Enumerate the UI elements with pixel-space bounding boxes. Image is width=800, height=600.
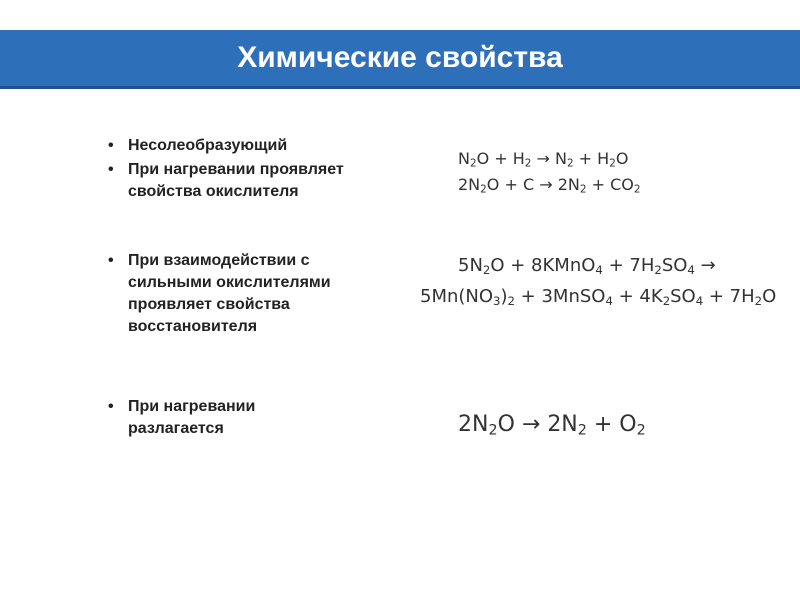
slide-title: Химические свойства [237,41,563,74]
bullet-text: При взаимодействии с сильными окислителями проявляет свойства восстановителя [128,252,331,335]
bullet-item [108,250,393,338]
bullet-marker: • [108,161,114,178]
bullet-item [108,396,328,440]
equation-2: $2N_2O + C \to 2N_2 + CO_2$ [458,175,641,196]
equation-4: $5Mn(NO_3)_2$ + 3MnSO$_4$ + $4K_2SO_4 + 7H_2O$ [420,286,777,308]
equation-5: $2N_2O \to 2N_2 + O_2$ [458,412,646,439]
equation-1: $N_2O + H_2 \to N_2 + H_2O$ [458,149,629,170]
bullet-text: При нагревании проявляет свойства окислителя [128,161,344,200]
equation-3: $5N_2O$ + 8KMnO$_4$ + $7H_2SO_4$ → [458,255,716,277]
bullet-marker: • [108,137,114,154]
bullet-item [108,159,408,203]
bullet-marker: • [108,398,114,415]
title-bar [0,30,800,89]
bullet-text: При нагревании разлагается [128,398,256,437]
bullet-marker: • [108,252,114,269]
bullet-text: Несолеобразующий [128,137,288,154]
bullet-item [108,135,287,157]
